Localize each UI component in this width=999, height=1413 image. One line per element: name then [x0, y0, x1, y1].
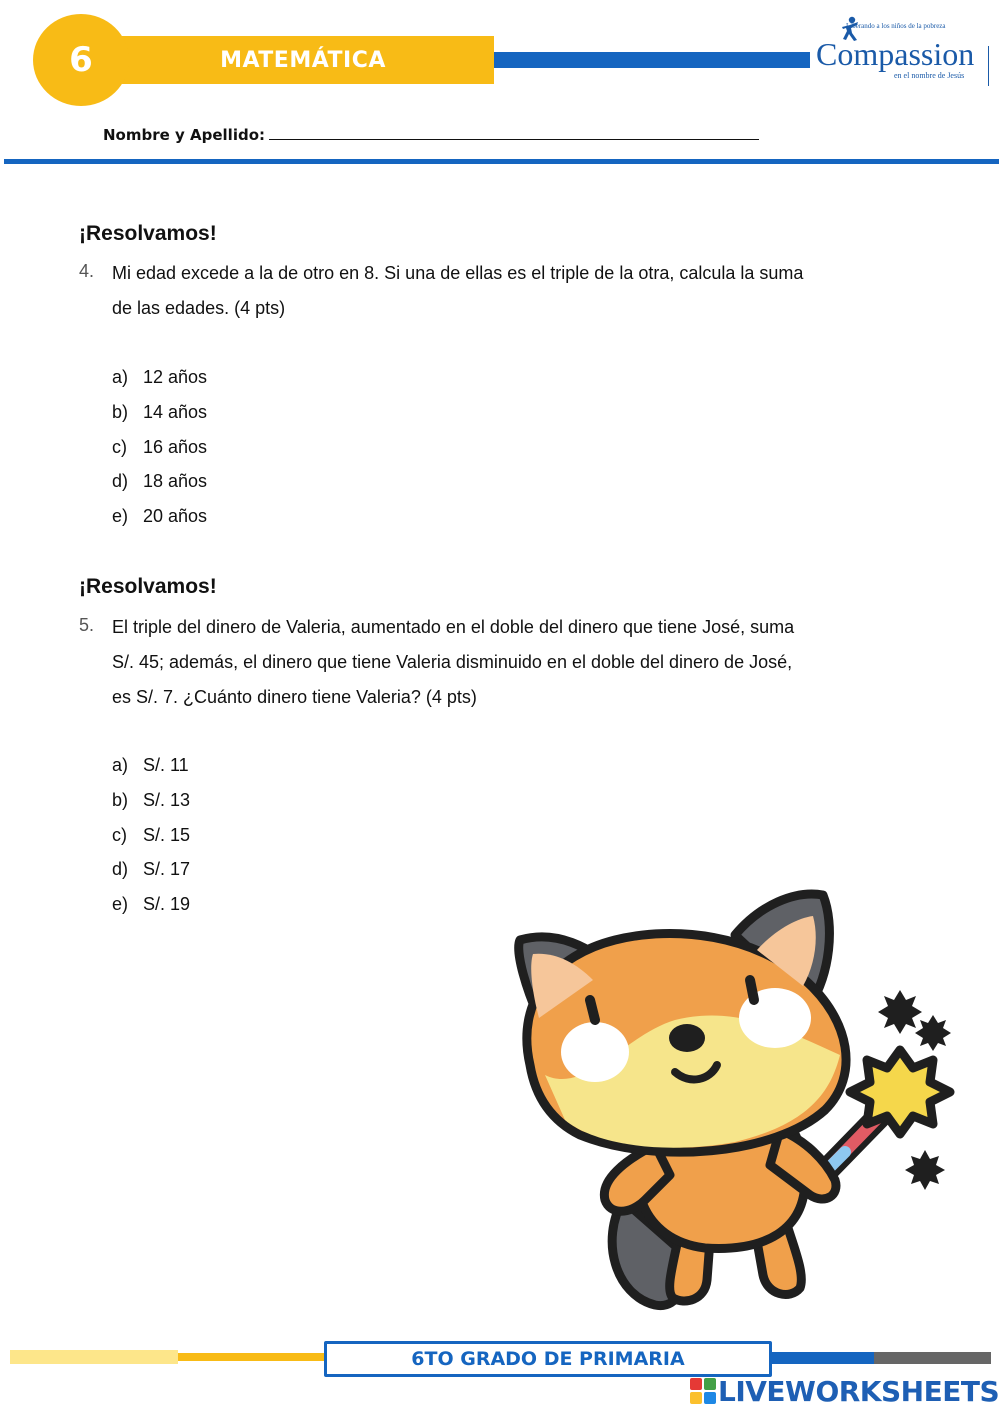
- name-field-label: Nombre y Apellido:: [103, 126, 266, 144]
- sparkle-icon: [915, 1015, 951, 1051]
- logo-wordmark: Compassion: [816, 36, 975, 72]
- logo-divider: [988, 46, 989, 86]
- option-letter: d): [112, 471, 129, 492]
- option-letter: a): [112, 755, 129, 775]
- liveworksheets-icon: [690, 1378, 716, 1404]
- option-text: 18 años: [143, 471, 208, 492]
- liveworksheets-brand[interactable]: [690, 1374, 999, 1408]
- option-letter: a): [112, 367, 129, 387]
- fox-left-cheek: [561, 1022, 629, 1082]
- question-number-4: 4.: [79, 261, 95, 281]
- answer-options-4: [112, 360, 207, 534]
- fox-left-eye: [590, 1000, 595, 1020]
- footer-yellow-stripe: [10, 1350, 178, 1364]
- option-text: S/. 17: [143, 859, 191, 880]
- grade-banner: [324, 1341, 772, 1377]
- section-heading-1: ¡Resolvamos!: [79, 222, 217, 245]
- option-letter: e): [112, 506, 129, 527]
- fox-nose: [669, 1024, 705, 1052]
- answer-option[interactable]: [112, 395, 207, 430]
- sparkle-icon: [878, 990, 922, 1034]
- answer-option[interactable]: [112, 430, 207, 465]
- footer-blue-stripe: [772, 1352, 874, 1364]
- question-5-line-3: es S/. 7. ¿Cuánto dinero tiene Valeria? (4 pts): [112, 687, 477, 707]
- answer-option[interactable]: [112, 783, 190, 818]
- option-letter: c): [112, 436, 127, 457]
- grade-banner-label: 6TO GRADO DE PRIMARIA: [411, 1348, 685, 1370]
- answer-option[interactable]: [112, 360, 207, 395]
- answer-option[interactable]: [112, 852, 190, 887]
- subject-title: [112, 36, 494, 84]
- name-field: [103, 125, 759, 144]
- logo-tagline: Liberando a los niños de la pobreza: [846, 22, 946, 30]
- option-letter: c): [112, 824, 127, 845]
- liveworksheets-wordmark: LIVEWORKSHEETS: [718, 1374, 999, 1408]
- option-text: 20 años: [143, 506, 208, 527]
- grade-badge: 6: [33, 14, 129, 106]
- header-divider: [4, 159, 999, 164]
- answer-option[interactable]: [112, 748, 190, 783]
- name-field-line[interactable]: [269, 125, 759, 140]
- answer-option[interactable]: [112, 887, 190, 922]
- sparkle-icon: [905, 1150, 945, 1190]
- option-letter: e): [112, 894, 129, 915]
- option-text: S/. 19: [143, 894, 191, 915]
- footer-gray-stripe: [874, 1352, 991, 1364]
- section-heading-2: ¡Resolvamos!: [79, 575, 217, 598]
- question-5-line-2: S/. 45; además, el dinero que tiene Valeria disminuido en el doble del dinero de José,: [112, 652, 793, 672]
- option-text: 12 años: [143, 367, 208, 387]
- answer-options-5: [112, 748, 190, 922]
- question-text-4: [112, 256, 803, 326]
- option-text: S/. 11: [143, 755, 189, 775]
- fox-right-eye: [750, 980, 754, 1000]
- option-letter: d): [112, 859, 129, 880]
- subject-label: MATEMÁTICA: [220, 47, 386, 73]
- question-5-line-1: El triple del dinero de Valeria, aumentado en el doble del dinero que tiene José, suma: [112, 617, 795, 637]
- footer-yellow-stripe-2: [178, 1353, 328, 1361]
- answer-option[interactable]: [112, 464, 207, 499]
- question-4-line-2: de las edades. (4 pts): [112, 298, 286, 318]
- question-4-line-1: Mi edad excede a la de otro en 8. Si una de ellas es el triple de la otra, calcula la suma: [112, 263, 804, 283]
- header-blue-stripe: [494, 52, 810, 68]
- option-text: 16 años: [143, 436, 208, 457]
- question-number-5: 5.: [79, 615, 95, 635]
- option-text: S/. 15: [143, 824, 191, 845]
- question-text-5: [112, 610, 794, 715]
- wand-star: [850, 1050, 950, 1134]
- answer-option[interactable]: [112, 499, 207, 534]
- option-text: 14 años: [143, 401, 208, 422]
- answer-option[interactable]: [112, 818, 190, 853]
- fox-with-wand-illustration: [505, 880, 975, 1320]
- option-text: S/. 13: [143, 789, 191, 810]
- option-letter: b): [112, 789, 129, 810]
- logo-subline: en el nombre de Jesús: [894, 71, 965, 80]
- option-letter: b): [112, 401, 129, 422]
- compassion-logo: [812, 14, 992, 82]
